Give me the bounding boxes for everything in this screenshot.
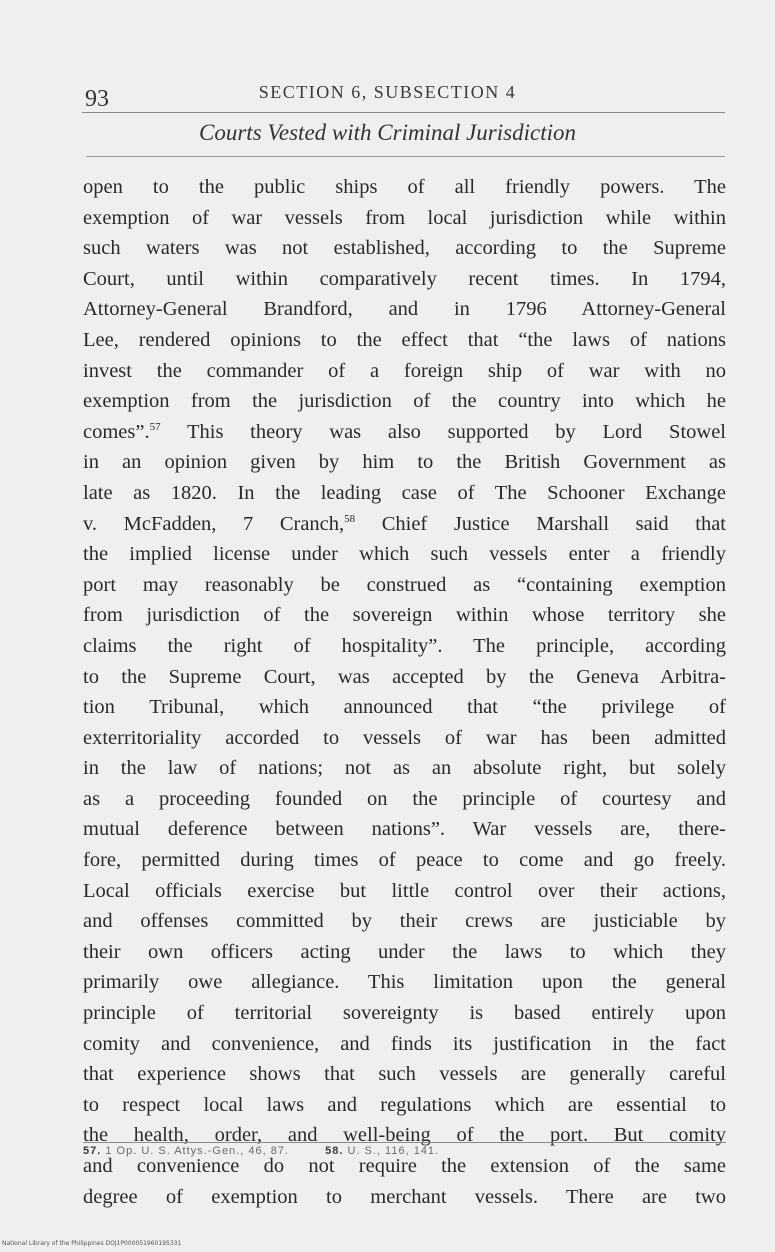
text-line: from jurisdiction of the sovereign within whose territory she [83, 604, 726, 627]
text-line: late as 1820. In the leading case of The Schooner Exchange [83, 481, 726, 504]
text-line [83, 509, 726, 540]
footnote-reference: 57 [149, 420, 161, 433]
body-text [83, 172, 726, 1212]
text-line: the health, order, and well-being of the port. But comity [83, 1124, 726, 1147]
text-line: Lee, rendered opinions to the effect that “the laws of nations [83, 328, 726, 351]
footnote-reference: 58 [344, 512, 356, 525]
page-subtitle: Courts Vested with Criminal Jurisdiction [199, 120, 576, 145]
text-line: open to the public ships of all friendly powers. The [83, 176, 726, 198]
text-line: such waters was not established, according to the Supreme [83, 237, 726, 260]
footnotes [83, 1145, 439, 1157]
text-segment: comes”. [83, 420, 150, 443]
text-line: comity and convenience, and finds its justification in the fact [83, 1032, 726, 1055]
text-line: tion Tribunal, which announced that “the privilege of [83, 696, 726, 719]
footnote-58-number: 58. [325, 1145, 344, 1157]
text-line: Attorney-General Brandford, and in 1796 Attorney-General [83, 298, 726, 321]
text-segment: Chief Justice Marshall said that [355, 512, 726, 535]
text-line: primarily owe allegiance. This limitation upon the general [83, 971, 726, 994]
footnote-rule [83, 1142, 726, 1143]
text-line: and offenses committed by their crews are justiciable by [83, 910, 726, 933]
text-line: principle of territorial sovereignty is based entirely upon [83, 1002, 726, 1025]
text-line: invest the commander of a foreign ship of war with no [83, 359, 726, 382]
text-line: as a proceeding founded on the principle of courtesy and [83, 787, 726, 810]
text-line: in the law of nations; not as an absolute right, but solely [83, 757, 726, 780]
text-line: their own officers acting under the laws to which they [83, 940, 726, 963]
text-line: exemption from the jurisdiction of the country into which he [83, 390, 726, 413]
footnote-57-number: 57. [83, 1145, 102, 1157]
page-number: 93 [85, 86, 109, 112]
subtitle-rule [86, 156, 725, 157]
text-line: Local officials exercise but little control over their actions, [83, 879, 726, 902]
text-line: exterritoriality accorded to vessels of war has been admitted [83, 726, 726, 749]
running-head: SECTION 6, SUBSECTION 4 [258, 82, 517, 102]
text-line: to the Supreme Court, was accepted by the Geneva Arbitra- [83, 665, 726, 688]
text-line: in an opinion given by him to the British Government as [83, 451, 726, 474]
text-line: fore, permitted during times of peace to come and go freely. [83, 849, 726, 872]
text-line: degree of exemption to merchant vessels. There are two [83, 1185, 726, 1208]
text-line: exemption of war vessels from local jurisdiction while within [83, 206, 726, 229]
text-line [83, 417, 726, 448]
library-watermark: National Library of the Philippines DOJ1P000051960195331 [2, 1240, 182, 1247]
footnote-57-text: 1 Op. U. S. Attys.-Gen., 46, 87. [105, 1145, 289, 1157]
text-line: the implied license under which such vessels enter a friendly [83, 543, 726, 566]
text-line: and convenience do not require the extension of the same [83, 1155, 726, 1177]
text-line: to respect local laws and regulations which are essential to [83, 1093, 726, 1116]
header-rule [82, 112, 725, 113]
text-segment: This theory was also supported by Lord Stowel [160, 420, 726, 443]
text-segment: v. McFadden, 7 Cranch, [83, 512, 345, 535]
text-line: claims the right of hospitality”. The principle, according [83, 634, 726, 657]
text-line: port may reasonably be construed as “containing exemption [83, 573, 726, 596]
text-line: mutual deference between nations”. War vessels are, there- [83, 818, 726, 841]
footnote-58-text: U. S., 116, 141. [347, 1145, 440, 1157]
text-line: Court, until within comparatively recent times. In 1794, [83, 267, 726, 290]
text-line: that experience shows that such vessels are generally careful [83, 1063, 726, 1086]
